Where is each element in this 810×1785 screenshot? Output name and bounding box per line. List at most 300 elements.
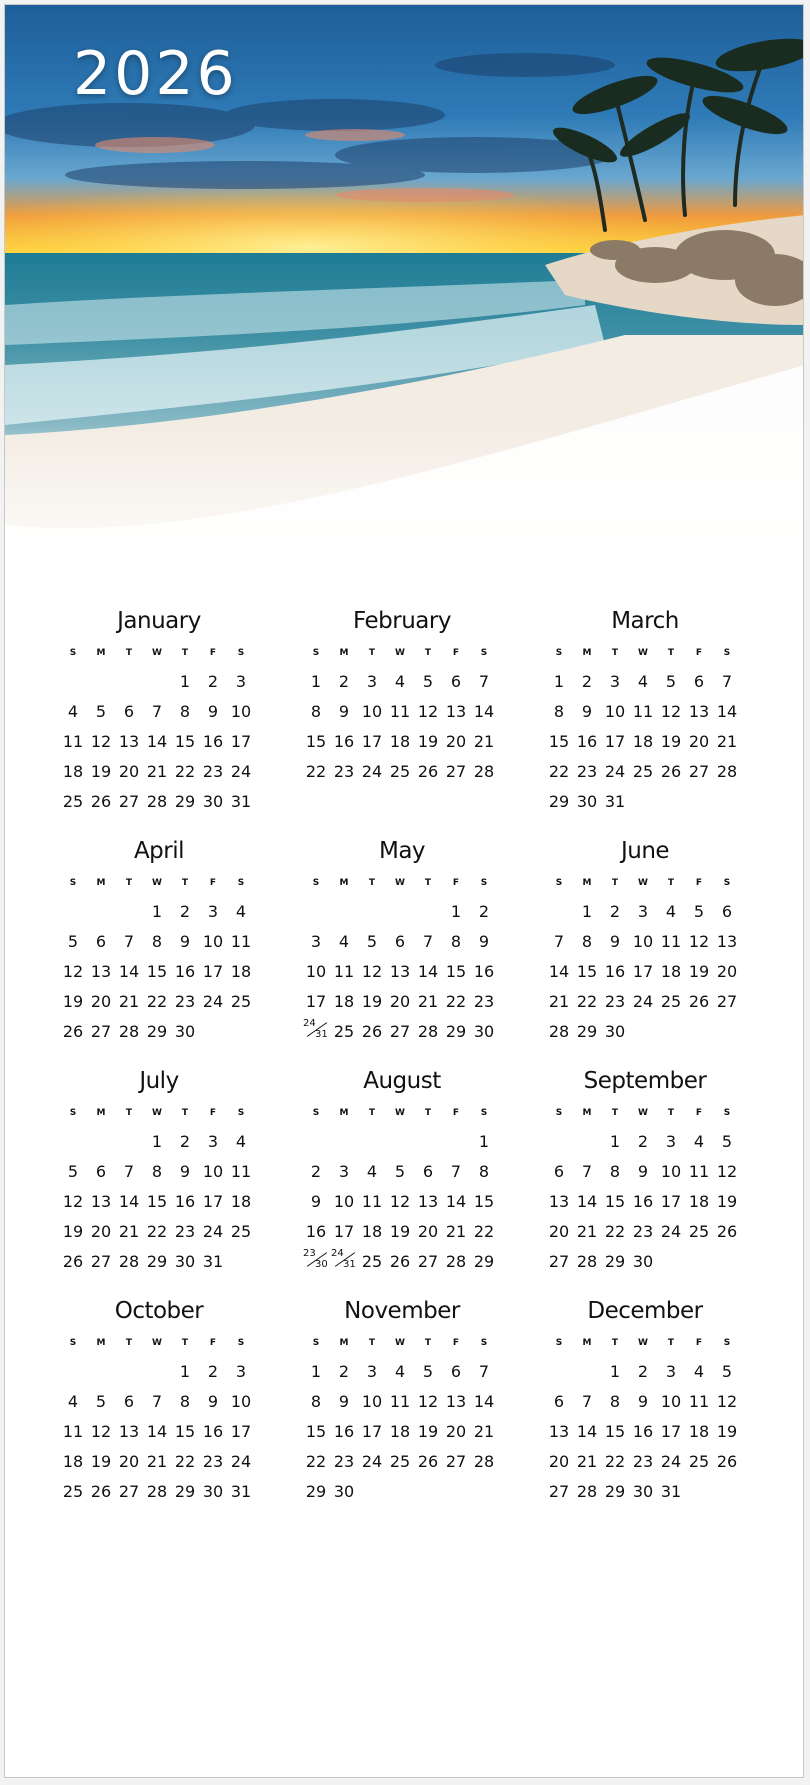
day-cell: 3: [207, 1132, 219, 1151]
day-cell: 26: [62, 1252, 84, 1271]
day-cell: 23: [632, 1222, 654, 1241]
weekday-label: T: [181, 648, 189, 658]
day-cell: 23: [174, 1222, 196, 1241]
day-cell: 22: [548, 762, 570, 781]
day-cell: 15: [445, 962, 467, 981]
day-cell: 5: [95, 702, 107, 721]
weekday-label: M: [582, 1108, 592, 1118]
day-cell: 20: [118, 1452, 140, 1471]
weekday-label: F: [452, 878, 460, 888]
day-cell: 15: [604, 1192, 626, 1211]
weekday-label: W: [152, 648, 162, 658]
weekday-label: M: [582, 1338, 592, 1348]
day-cell: 25: [230, 992, 252, 1011]
day-cell: 9: [637, 1392, 649, 1411]
day-cell: 12: [688, 932, 710, 951]
day-cell: 27: [445, 762, 467, 781]
day-cell: 1: [581, 902, 593, 921]
day-cell: 23: [333, 1452, 355, 1471]
weekday-label: T: [424, 648, 432, 658]
day-cell: 9: [637, 1162, 649, 1181]
day-cell: 22: [174, 1452, 196, 1471]
day-cell: 25: [389, 762, 411, 781]
split-day-first: 24: [303, 1018, 316, 1029]
day-cell: 17: [660, 1422, 682, 1441]
day-cell: 3: [366, 1362, 378, 1381]
day-cell: 29: [548, 792, 570, 811]
month-name: June: [620, 838, 670, 864]
day-cell: 11: [389, 1392, 411, 1411]
day-cell: 12: [361, 962, 383, 981]
day-cell: 7: [422, 932, 434, 951]
day-cell: 26: [417, 762, 439, 781]
weekday-label: W: [152, 1338, 162, 1348]
calendar-page: [4, 4, 804, 1778]
day-cell: 18: [62, 1452, 84, 1471]
day-cell: 3: [310, 932, 322, 951]
day-cell: 24: [230, 1452, 252, 1471]
day-cell: 7: [581, 1392, 593, 1411]
day-cell: 22: [445, 992, 467, 1011]
day-cell: 4: [366, 1162, 378, 1181]
day-cell: 13: [548, 1422, 570, 1441]
day-cell: 1: [310, 1362, 322, 1381]
day-cell: 28: [118, 1022, 140, 1041]
day-cell: 17: [305, 992, 327, 1011]
day-cell: 10: [202, 932, 224, 951]
day-cell: 14: [576, 1192, 598, 1211]
day-cell: 27: [716, 992, 738, 1011]
weekday-label: S: [555, 1108, 563, 1118]
month-name: January: [117, 608, 201, 634]
month-june: [545, 838, 745, 1058]
day-cell: 17: [361, 1422, 383, 1441]
split-day-second: 31: [315, 1029, 328, 1040]
weekday-label: W: [638, 648, 648, 658]
day-cell: 19: [361, 992, 383, 1011]
day-cell: 29: [146, 1022, 168, 1041]
day-cell: 20: [716, 962, 738, 981]
day-cell: 9: [179, 1162, 191, 1181]
day-cell: 15: [146, 1192, 168, 1211]
day-cell: 15: [305, 732, 327, 751]
day-cell: 30: [604, 1022, 626, 1041]
weekday-label: M: [339, 648, 349, 658]
day-cell: 18: [389, 732, 411, 751]
day-cell: 22: [305, 762, 327, 781]
weekday-label: S: [312, 1108, 320, 1118]
day-cell: 16: [202, 732, 224, 751]
day-cell: 10: [230, 702, 252, 721]
beach-sunset-photo: [5, 5, 804, 585]
weekday-label: S: [69, 1108, 77, 1118]
month-august: [302, 1068, 502, 1288]
day-cell: 3: [338, 1162, 350, 1181]
month-march: [545, 608, 745, 828]
day-cell: 29: [146, 1252, 168, 1271]
day-cell: 19: [660, 732, 682, 751]
weekday-label: M: [96, 648, 106, 658]
day-cell: 19: [90, 762, 112, 781]
weekday-label: T: [667, 1338, 675, 1348]
day-cell: 25: [62, 1482, 84, 1501]
day-cell: 5: [721, 1362, 733, 1381]
day-cell: 27: [90, 1252, 112, 1271]
weekday-label: T: [368, 1108, 376, 1118]
weekday-label: S: [69, 1338, 77, 1348]
weekday-label: W: [395, 1338, 405, 1348]
weekday-label: S: [723, 1338, 731, 1348]
day-cell: 26: [417, 1452, 439, 1471]
day-cell: 17: [230, 732, 252, 751]
month-november: [302, 1298, 502, 1518]
day-cell: 22: [604, 1222, 626, 1241]
day-cell: 27: [548, 1252, 570, 1271]
day-cell: 12: [62, 1192, 84, 1211]
day-cell: 11: [62, 732, 84, 751]
day-cell: 6: [95, 932, 107, 951]
day-cell: 27: [445, 1452, 467, 1471]
day-cell: 29: [604, 1482, 626, 1501]
day-cell: 27: [548, 1482, 570, 1501]
day-cell: 28: [716, 762, 738, 781]
weekday-label: F: [695, 878, 703, 888]
day-cell: 24: [230, 762, 252, 781]
weekday-label: F: [695, 1108, 703, 1118]
day-cell: 17: [202, 962, 224, 981]
weekday-label: M: [339, 878, 349, 888]
day-cell: 17: [632, 962, 654, 981]
day-cell: 5: [67, 932, 79, 951]
weekday-label: S: [723, 1108, 731, 1118]
day-cell: 21: [417, 992, 439, 1011]
day-cell: 16: [174, 962, 196, 981]
day-cell: 4: [693, 1362, 705, 1381]
weekday-label: T: [667, 878, 675, 888]
split-day-first: 23: [303, 1248, 316, 1259]
month-name: July: [139, 1068, 179, 1094]
weekday-label: T: [611, 1108, 619, 1118]
day-cell: 1: [179, 1362, 191, 1381]
weekday-label: F: [209, 878, 217, 888]
day-cell: 23: [174, 992, 196, 1011]
day-cell: 29: [445, 1022, 467, 1041]
day-cell: 11: [660, 932, 682, 951]
day-cell: 14: [417, 962, 439, 981]
day-cell: 19: [716, 1192, 738, 1211]
day-cell: 29: [305, 1482, 327, 1501]
day-cell: 6: [721, 902, 733, 921]
month-april: [59, 838, 259, 1058]
month-january: [59, 608, 259, 828]
weekday-label: T: [181, 1108, 189, 1118]
day-cell: 23: [576, 762, 598, 781]
weekday-label: S: [312, 878, 320, 888]
day-cell: 10: [361, 702, 383, 721]
split-day-first: 24: [331, 1248, 344, 1259]
month-name: November: [344, 1298, 460, 1324]
day-cell: 14: [118, 1192, 140, 1211]
weekday-label: S: [312, 648, 320, 658]
weekday-label: S: [69, 648, 77, 658]
day-cell: 13: [445, 1392, 467, 1411]
weekday-label: M: [582, 878, 592, 888]
day-cell: 25: [688, 1222, 710, 1241]
day-cell: 22: [174, 762, 196, 781]
day-cell: 17: [604, 732, 626, 751]
weekday-label: T: [611, 648, 619, 658]
weekday-label: T: [368, 878, 376, 888]
weekday-label: T: [125, 878, 133, 888]
month-name: September: [583, 1068, 707, 1094]
day-cell: 5: [67, 1162, 79, 1181]
day-cell: 11: [230, 1162, 252, 1181]
day-cell: 2: [609, 902, 621, 921]
day-cell: 9: [207, 1392, 219, 1411]
day-cell: 8: [609, 1162, 621, 1181]
day-cell: 6: [394, 932, 406, 951]
day-cell: 6: [693, 672, 705, 691]
day-cell: 10: [660, 1162, 682, 1181]
day-cell: 3: [609, 672, 621, 691]
day-cell: 18: [361, 1222, 383, 1241]
day-cell: 25: [389, 1452, 411, 1471]
day-cell: 19: [389, 1222, 411, 1241]
day-cell: 14: [146, 1422, 168, 1441]
day-cell: 7: [450, 1162, 462, 1181]
day-cell: 18: [389, 1422, 411, 1441]
day-cell: 20: [417, 1222, 439, 1241]
day-cell: 7: [123, 1162, 135, 1181]
day-cell: 10: [202, 1162, 224, 1181]
weekday-label: F: [452, 648, 460, 658]
day-cell: 16: [202, 1422, 224, 1441]
day-cell: 2: [478, 902, 490, 921]
day-cell: 13: [548, 1192, 570, 1211]
day-cell: 25: [660, 992, 682, 1011]
weekday-label: F: [209, 1338, 217, 1348]
day-cell: 10: [632, 932, 654, 951]
day-cell: 9: [478, 932, 490, 951]
weekday-label: F: [452, 1108, 460, 1118]
day-cell: 6: [450, 672, 462, 691]
day-cell: 24: [660, 1222, 682, 1241]
day-cell: 3: [235, 672, 247, 691]
day-cell: 20: [118, 762, 140, 781]
day-cell: 9: [581, 702, 593, 721]
day-cell: 28: [146, 1482, 168, 1501]
day-cell: 11: [62, 1422, 84, 1441]
day-cell: 16: [305, 1222, 327, 1241]
weekday-label: T: [667, 648, 675, 658]
day-cell: 5: [95, 1392, 107, 1411]
day-cell: 23: [632, 1452, 654, 1471]
day-cell: 7: [478, 672, 490, 691]
day-cell: 30: [473, 1022, 495, 1041]
day-cell: 20: [389, 992, 411, 1011]
day-cell: 23: [202, 762, 224, 781]
day-cell: 10: [333, 1192, 355, 1211]
weekday-label: F: [695, 1338, 703, 1348]
day-cell: 30: [174, 1022, 196, 1041]
day-cell: 29: [604, 1252, 626, 1271]
split-day-second: 31: [343, 1259, 356, 1270]
day-cell: 15: [174, 1422, 196, 1441]
day-cell: 16: [473, 962, 495, 981]
day-cell: 27: [417, 1252, 439, 1271]
day-cell: 21: [576, 1452, 598, 1471]
day-cell: 5: [394, 1162, 406, 1181]
day-cell: 1: [151, 902, 163, 921]
day-cell: 23: [604, 992, 626, 1011]
day-cell: 12: [716, 1162, 738, 1181]
day-cell: 21: [118, 1222, 140, 1241]
weekday-label: W: [638, 1338, 648, 1348]
day-cell: 26: [389, 1252, 411, 1271]
day-cell: 13: [445, 702, 467, 721]
weekday-label: S: [237, 648, 245, 658]
day-cell: 15: [548, 732, 570, 751]
day-cell: 21: [473, 1422, 495, 1441]
day-cell: 1: [609, 1132, 621, 1151]
day-cell: 14: [118, 962, 140, 981]
day-cell: 2: [179, 1132, 191, 1151]
day-cell: 2: [581, 672, 593, 691]
day-cell: 24: [660, 1452, 682, 1471]
day-cell: 30: [333, 1482, 355, 1501]
day-cell: 24: [202, 992, 224, 1011]
day-cell: 14: [473, 702, 495, 721]
day-cell: 10: [305, 962, 327, 981]
day-cell: 1: [553, 672, 565, 691]
day-cell: 8: [478, 1162, 490, 1181]
day-cell: 22: [473, 1222, 495, 1241]
weekday-label: T: [424, 1108, 432, 1118]
day-cell: 17: [230, 1422, 252, 1441]
day-cell: 6: [553, 1392, 565, 1411]
day-cell: 8: [450, 932, 462, 951]
day-cell: 14: [576, 1422, 598, 1441]
day-cell: 8: [310, 1392, 322, 1411]
day-cell: 11: [230, 932, 252, 951]
day-cell: 8: [581, 932, 593, 951]
day-cell: 16: [632, 1422, 654, 1441]
day-cell: 13: [417, 1192, 439, 1211]
day-cell: 15: [305, 1422, 327, 1441]
day-cell: 27: [118, 792, 140, 811]
day-cell: 22: [146, 992, 168, 1011]
day-cell: 26: [716, 1452, 738, 1471]
weekday-label: F: [209, 648, 217, 658]
day-cell: 6: [553, 1162, 565, 1181]
weekday-label: S: [237, 1338, 245, 1348]
weekday-label: F: [452, 1338, 460, 1348]
day-cell: 26: [90, 1482, 112, 1501]
day-cell: 31: [202, 1252, 224, 1271]
day-cell: 3: [665, 1362, 677, 1381]
day-cell: 26: [90, 792, 112, 811]
month-september: [545, 1068, 745, 1288]
day-cell: 20: [548, 1452, 570, 1471]
month-july: [59, 1068, 259, 1288]
weekday-label: T: [611, 1338, 619, 1348]
day-cell: 16: [604, 962, 626, 981]
day-cell: 7: [151, 1392, 163, 1411]
day-cell: 2: [207, 1362, 219, 1381]
day-cell: 21: [548, 992, 570, 1011]
weekday-label: W: [395, 648, 405, 658]
month-name: April: [133, 838, 185, 864]
day-cell: 10: [361, 1392, 383, 1411]
weekday-label: S: [555, 648, 563, 658]
day-cell: 1: [151, 1132, 163, 1151]
day-cell: 7: [553, 932, 565, 951]
day-cell: 4: [394, 672, 406, 691]
day-cell: 13: [688, 702, 710, 721]
day-cell: 20: [548, 1222, 570, 1241]
weekday-label: W: [395, 1108, 405, 1118]
day-cell: 1: [450, 902, 462, 921]
day-cell: 18: [688, 1422, 710, 1441]
day-cell: 25: [62, 792, 84, 811]
day-cell: 28: [576, 1252, 598, 1271]
day-cell: 28: [146, 792, 168, 811]
day-cell: 21: [146, 1452, 168, 1471]
day-cell: 3: [235, 1362, 247, 1381]
weekday-label: S: [480, 648, 488, 658]
day-cell: 5: [422, 672, 434, 691]
day-cell: 12: [90, 732, 112, 751]
day-cell: 28: [473, 762, 495, 781]
weekday-label: T: [424, 1338, 432, 1348]
day-cell: 28: [417, 1022, 439, 1041]
day-cell: 19: [62, 1222, 84, 1241]
weekday-label: M: [339, 1338, 349, 1348]
day-cell: 30: [632, 1252, 654, 1271]
day-cell: 10: [230, 1392, 252, 1411]
day-cell: 19: [417, 732, 439, 751]
weekday-label: S: [312, 1338, 320, 1348]
day-cell: 12: [417, 702, 439, 721]
day-cell: 20: [445, 1422, 467, 1441]
day-cell: 14: [716, 702, 738, 721]
day-cell: 7: [151, 702, 163, 721]
day-cell: 16: [174, 1192, 196, 1211]
day-cell: 18: [333, 992, 355, 1011]
day-cell: 17: [361, 732, 383, 751]
day-cell: 6: [123, 1392, 135, 1411]
day-cell: 17: [202, 1192, 224, 1211]
weekday-label: T: [181, 1338, 189, 1348]
day-cell: 28: [473, 1452, 495, 1471]
day-cell: 29: [174, 792, 196, 811]
split-day: [330, 1250, 358, 1274]
day-cell: 14: [445, 1192, 467, 1211]
day-cell: 4: [235, 1132, 247, 1151]
day-cell: 4: [338, 932, 350, 951]
weekday-label: M: [96, 1338, 106, 1348]
day-cell: 23: [333, 762, 355, 781]
day-cell: 7: [478, 1362, 490, 1381]
day-cell: 25: [361, 1252, 383, 1271]
day-cell: 31: [660, 1482, 682, 1501]
day-cell: 12: [716, 1392, 738, 1411]
day-cell: 9: [310, 1192, 322, 1211]
weekday-label: T: [181, 878, 189, 888]
day-cell: 6: [123, 702, 135, 721]
month-name: March: [611, 608, 679, 634]
weekday-label: M: [339, 1108, 349, 1118]
